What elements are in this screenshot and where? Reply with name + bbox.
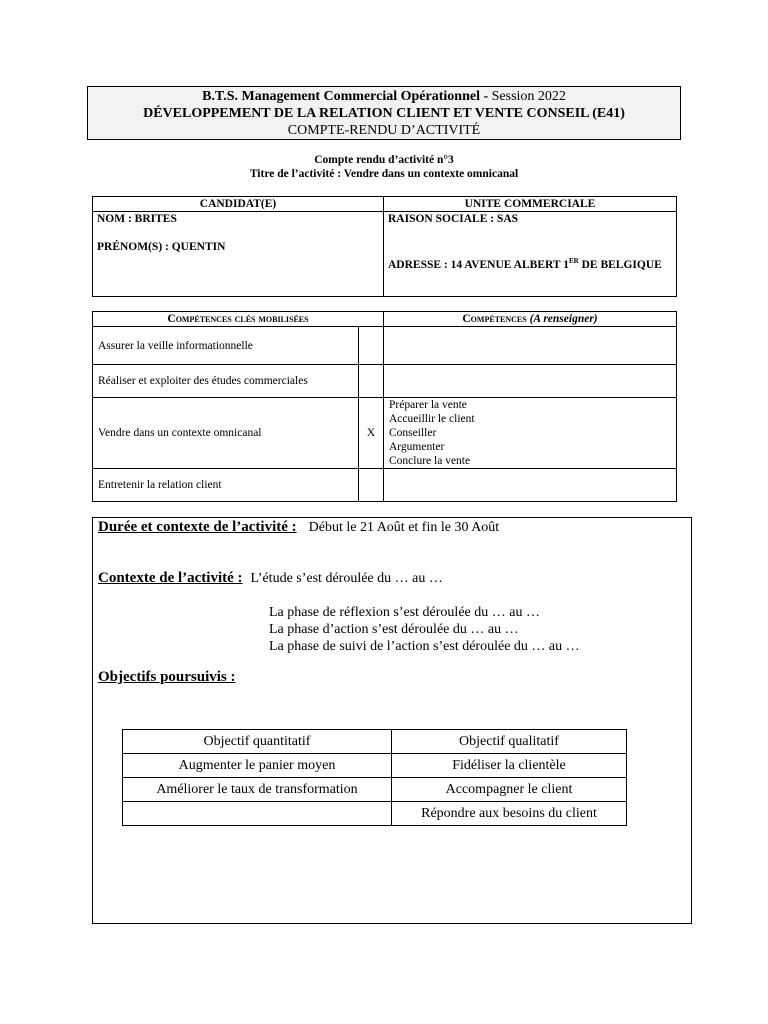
phase-item: La phase d’action s’est déroulée du … au … <box>269 622 519 637</box>
candidate-table <box>92 196 677 297</box>
competence-row <box>93 469 677 502</box>
header-unite-commerciale: UNITE COMMERCIALE <box>384 197 677 212</box>
objectif-qualitatif: Accompagner le client <box>392 778 627 802</box>
header-competences <box>384 312 677 327</box>
table-row <box>123 802 627 826</box>
activity-title: Titre de l’activité : Vendre dans un contexte omnicanal <box>249 168 519 180</box>
competence-label: Vendre dans un contexte omnicanal <box>93 398 359 469</box>
competence-row <box>93 398 677 469</box>
document-header <box>87 86 681 140</box>
unit-adresse <box>388 254 672 272</box>
contexte-line <box>98 568 443 589</box>
unit-raison-sociale: RAISON SOCIALE : SAS <box>388 213 519 225</box>
report-subtitle <box>0 153 768 181</box>
competences-table <box>92 311 677 502</box>
header-competences-text: Compétences <box>462 313 530 325</box>
header-competences-cles: Compétences clés mobilisées <box>93 312 384 327</box>
competence-label: Assurer la veille informationnelle <box>93 327 359 365</box>
competence-details <box>384 398 677 469</box>
detail-item: Conclure la vente <box>389 455 471 467</box>
detail-item: Conseiller <box>389 427 437 439</box>
candidate-nom: NOM : BRITES <box>97 213 177 225</box>
header-competences-note: (A renseigner) <box>529 313 598 325</box>
competence-details <box>384 327 677 365</box>
contexte-text: L’étude s’est déroulée du … au … <box>250 571 443 586</box>
objectif-quantitatif: Améliorer le taux de transformation <box>123 778 392 802</box>
adresse-suffix: DE BELGIQUE <box>578 258 662 271</box>
competence-mark <box>359 365 384 398</box>
competence-row <box>93 365 677 398</box>
objectifs-line <box>98 667 236 687</box>
competence-mark <box>359 327 384 365</box>
objectives-table <box>122 729 627 826</box>
table-row <box>123 754 627 778</box>
duree-label: Durée et contexte de l’activité : <box>98 519 297 535</box>
objectifs-label: Objectifs poursuivis : <box>98 669 236 685</box>
phase-item: La phase de suivi de l’action s’est déroulée du … au … <box>269 639 580 654</box>
competence-mark <box>359 469 384 502</box>
phase-item: La phase de réflexion s’est déroulée du … au … <box>269 605 540 620</box>
phases-list <box>269 604 580 655</box>
competence-mark: X <box>359 398 384 469</box>
competence-details <box>384 365 677 398</box>
header-objectif-quantitatif: Objectif quantitatif <box>123 730 392 754</box>
table-row <box>123 778 627 802</box>
candidate-cell <box>93 212 384 297</box>
doc-type: COMPTE-RENDU D’ACTIVITÉ <box>287 123 481 138</box>
contexte-label: Contexte de l’activité : <box>98 570 243 586</box>
adresse-superscript: ER <box>569 257 579 265</box>
session-label: Session 2022 <box>488 89 566 104</box>
duree-line <box>98 517 499 538</box>
objectif-quantitatif: Augmenter le panier moyen <box>123 754 392 778</box>
objectives-header-row <box>123 730 627 754</box>
module-title: DÉVELOPPEMENT DE LA RELATION CLIENT ET VENTE CONSEIL (E41) <box>143 106 625 121</box>
detail-item: Préparer la vente <box>389 399 467 411</box>
objectif-quantitatif <box>123 802 392 826</box>
objectif-qualitatif: Répondre aux besoins du client <box>392 802 627 826</box>
competence-row <box>93 327 677 365</box>
candidate-prenom: PRÉNOM(S) : QUENTIN <box>97 241 226 253</box>
competence-details <box>384 469 677 502</box>
program-line <box>88 88 680 105</box>
unit-cell <box>384 212 677 297</box>
program-name: B.T.S. Management Commercial Opérationnel - <box>202 89 489 104</box>
duree-text: Début le 21 Août et fin le 30 Août <box>308 520 500 535</box>
report-number: Compte rendu d’activité n°3 <box>314 154 454 166</box>
header-candidat: CANDIDAT(E) <box>93 197 384 212</box>
detail-item: Argumenter <box>389 441 445 453</box>
objectif-qualitatif: Fidéliser la clientèle <box>392 754 627 778</box>
detail-item: Accueillir le client <box>389 413 475 425</box>
adresse-text: ADRESSE : 14 AVENUE ALBERT 1 <box>388 258 569 271</box>
header-objectif-qualitatif: Objectif qualitatif <box>392 730 627 754</box>
competence-label: Entretenir la relation client <box>93 469 359 502</box>
competence-label: Réaliser et exploiter des études commerciales <box>93 365 359 398</box>
